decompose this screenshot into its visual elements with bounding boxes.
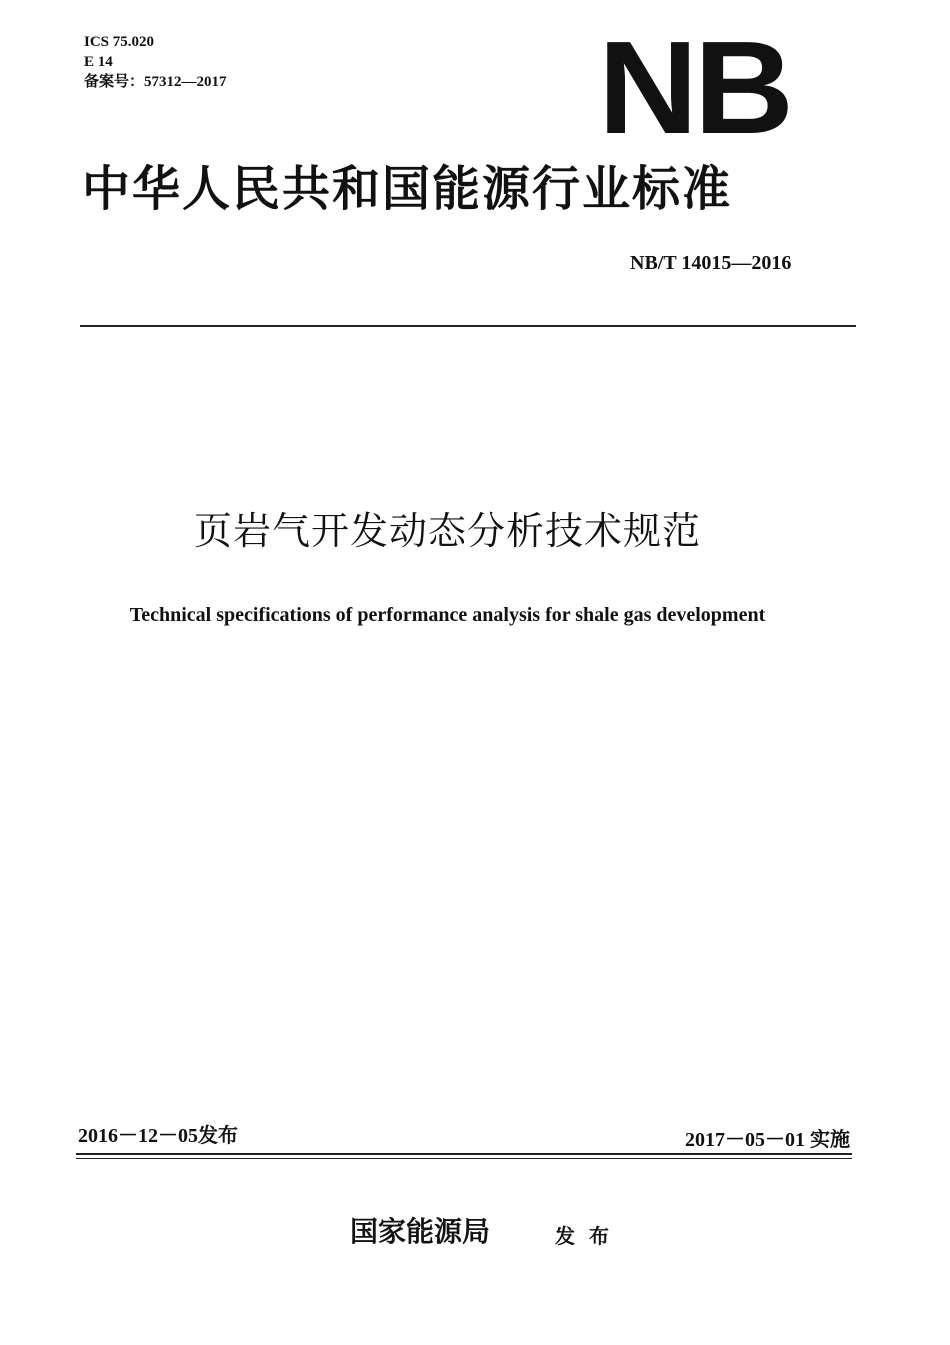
effective-date-line — [685, 1126, 850, 1153]
standard-name: 中华人民共和国能源行业标准 — [82, 161, 733, 217]
meta-block — [84, 32, 227, 92]
standard-code: NB/T 14015—2016 — [630, 252, 792, 274]
publish-word: 发布 — [555, 1224, 623, 1248]
footer-divider-thin — [76, 1158, 852, 1159]
filing-number: 备案号：57312—2017 — [84, 74, 227, 90]
effective-label: 实施 — [810, 1127, 850, 1151]
classification-code: E 14 — [84, 54, 113, 70]
header-divider — [80, 325, 856, 327]
issue-label: 发布 — [198, 1123, 238, 1147]
effective-date: 2017－05－01 — [685, 1129, 805, 1151]
ics-code: ICS 75.020 — [84, 34, 155, 50]
footer-divider-thick — [76, 1153, 852, 1155]
publisher-name: 国家能源局 — [350, 1215, 491, 1248]
document-title-cn: 页岩气开发动态分析技术规范 — [193, 509, 701, 553]
nb-logo: NB — [598, 14, 790, 161]
issue-date: 2016－12－05 — [78, 1125, 198, 1147]
document-title-en: Technical specifications of performance analysis for shale gas development — [129, 604, 766, 626]
issue-date-line — [78, 1122, 238, 1149]
